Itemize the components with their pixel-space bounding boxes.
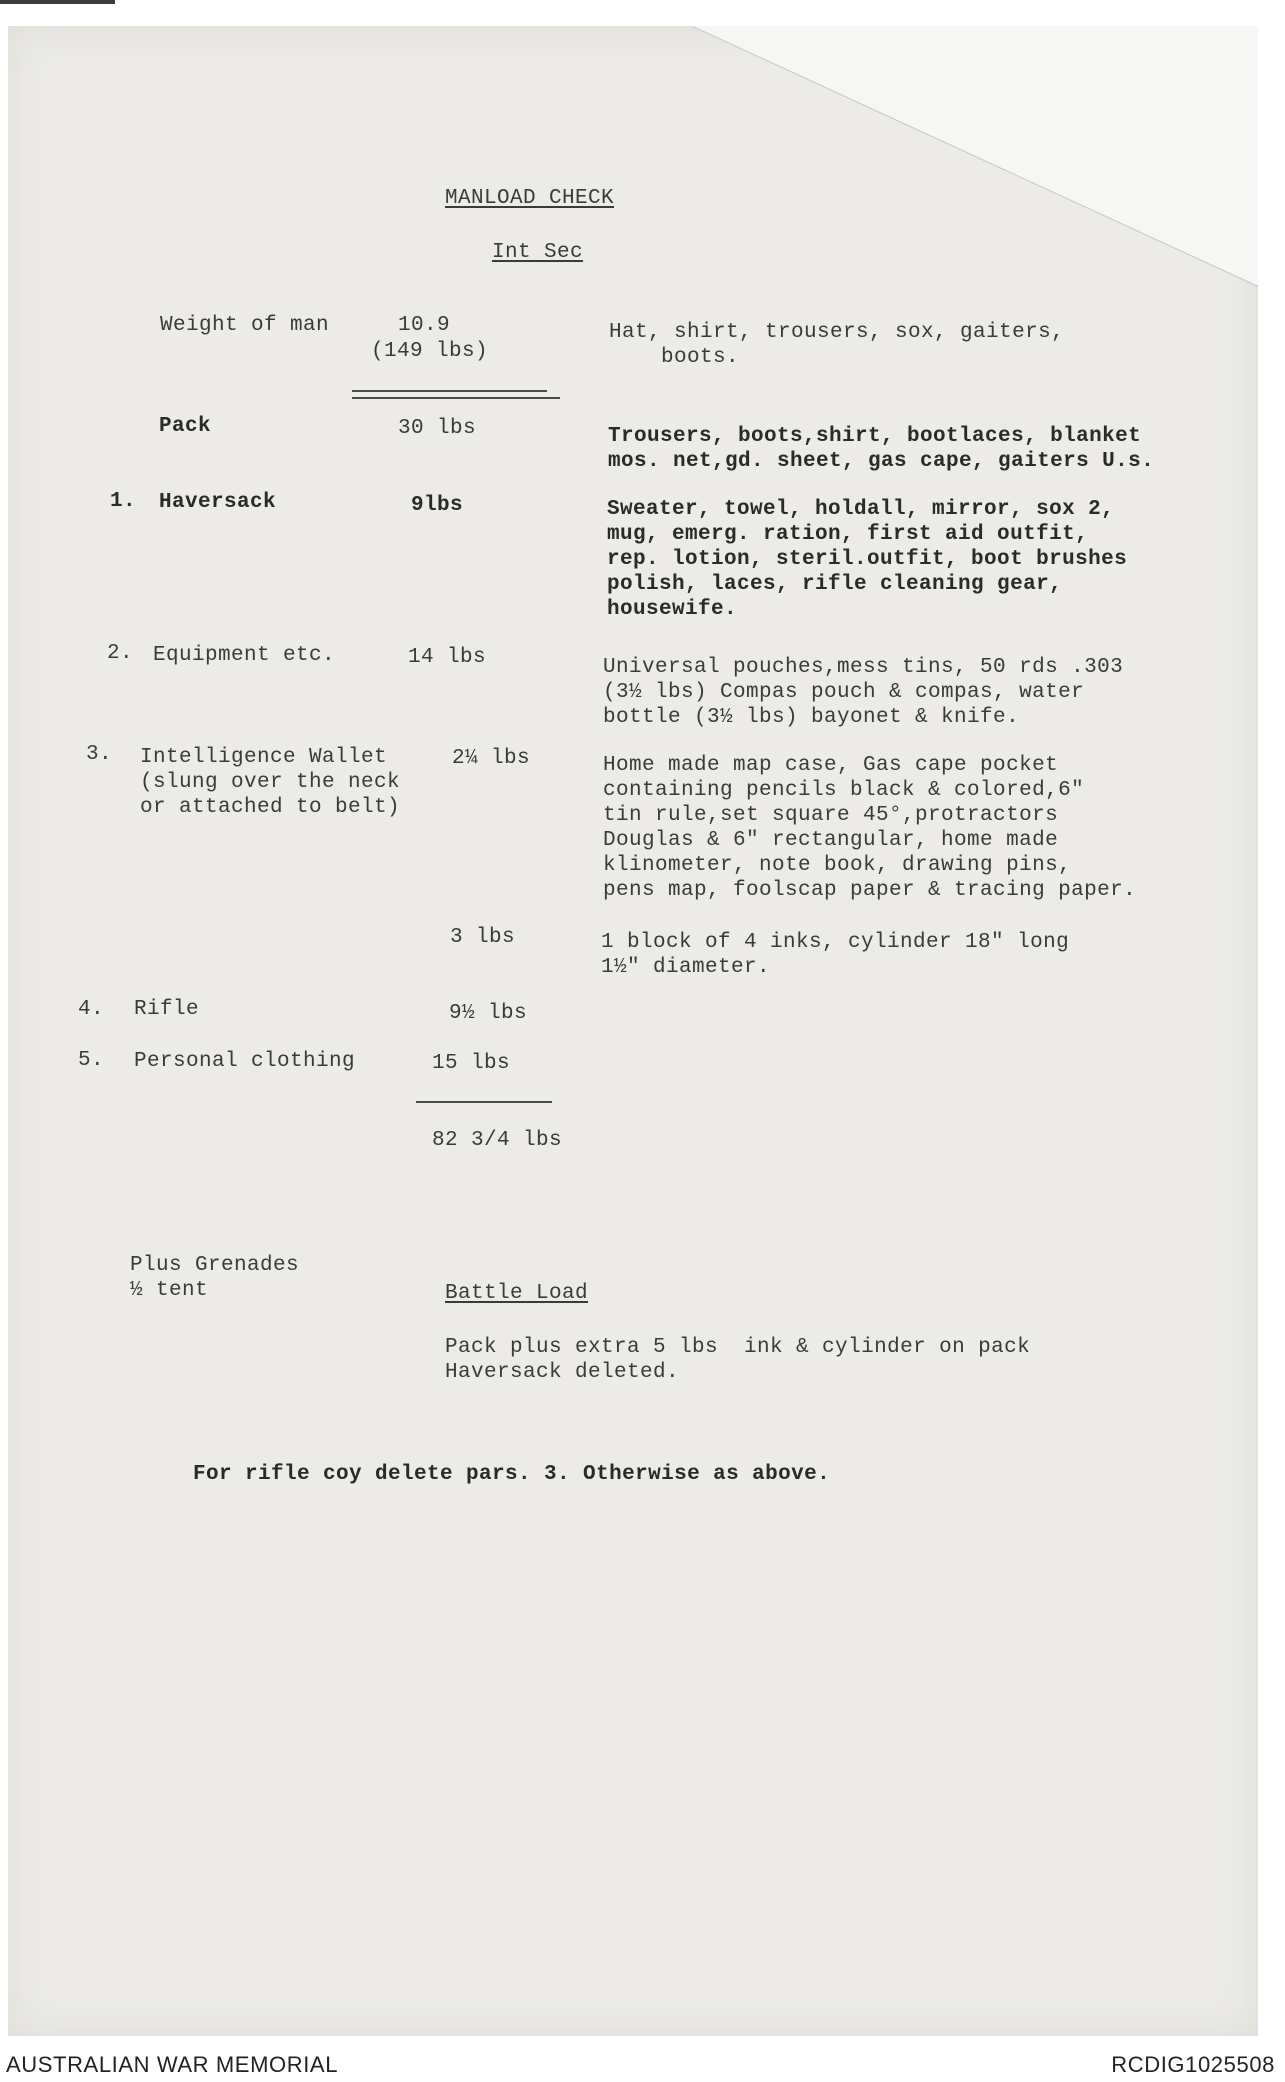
row-label: Equipment etc. xyxy=(153,644,336,667)
weight-of-man-value: 10.9 xyxy=(398,314,451,337)
row-weight: 9lbs xyxy=(411,494,464,517)
extras-list: Plus Grenades ½ tent xyxy=(130,1254,300,1302)
row-number: 1. xyxy=(110,490,137,513)
row-weight: 15 lbs xyxy=(432,1052,511,1075)
row-number: 2. xyxy=(107,642,134,665)
footer-record-id: RCDIG1025508 xyxy=(1111,2052,1275,2077)
row-weight: 9½ lbs xyxy=(449,1002,528,1025)
row-label: Personal clothing xyxy=(134,1050,356,1073)
row-weight: 30 lbs xyxy=(398,417,477,440)
weight-of-man-items: Hat, shirt, trousers, sox, gaiters, boots. xyxy=(609,321,1065,369)
row-contents: 1 block of 4 inks, cylinder 18" long 1½" diameter. xyxy=(601,931,1070,979)
row-weight: 2¼ lbs xyxy=(452,747,531,770)
rifle-company-note: For rifle coy delete pars. 3. Otherwise as above. xyxy=(193,1463,831,1486)
row-number: 5. xyxy=(78,1049,105,1072)
battle-load-heading: Battle Load xyxy=(445,1282,589,1305)
row-contents: Universal pouches,mess tins, 50 rds .303 (3½ lbs) Compas pouch & compas, water bottle (3½ lbs) bayonet & knife. xyxy=(603,656,1124,729)
row-label: Rifle xyxy=(134,998,200,1021)
battle-load-text: Pack plus extra 5 lbs ink & cylinder on pack Haversack deleted. xyxy=(445,1336,1031,1384)
row-label: Haversack xyxy=(159,491,277,514)
row-weight: 14 lbs xyxy=(408,646,487,669)
row-number: 3. xyxy=(86,743,113,766)
row-contents: Home made map case, Gas cape pocket containing pencils black & colored,6" tin rule,set square 45°,protractors Douglas & 6" rectangular, home made klinometer, note book, drawing pins, pens map, foolscap paper & tracing paper. xyxy=(603,754,1137,902)
weight-of-man-lbs: (149 lbs) xyxy=(371,340,489,363)
document-subtitle: Int Sec xyxy=(492,241,584,264)
total-rule xyxy=(416,1101,552,1103)
row-label: Intelligence Wallet (slung over the neck or attached to belt) xyxy=(140,746,401,819)
footer-archive-name: AUSTRALIAN WAR MEMORIAL xyxy=(6,2052,339,2077)
row-contents: Sweater, towel, holdall, mirror, sox 2, mug, emerg. ration, first aid outfit, rep. lotion, steril.outfit, boot brushes polish, laces, rifle cleaning gear, housewife. xyxy=(607,498,1128,621)
row-number: 4. xyxy=(78,998,105,1021)
double-rule-top xyxy=(352,390,547,392)
top-edge-mark xyxy=(0,0,115,4)
row-contents: Trousers, boots,shirt, bootlaces, blanket mos. net,gd. sheet, gas cape, gaiters U.s. xyxy=(608,425,1155,473)
document-title: MANLOAD CHECK xyxy=(445,187,615,210)
double-rule-bottom xyxy=(352,397,560,399)
row-label: Pack xyxy=(159,415,212,438)
row-weight: 3 lbs xyxy=(450,926,516,949)
weight-of-man-label: Weight of man xyxy=(160,314,330,337)
total-weight: 82 3/4 lbs xyxy=(432,1129,563,1152)
